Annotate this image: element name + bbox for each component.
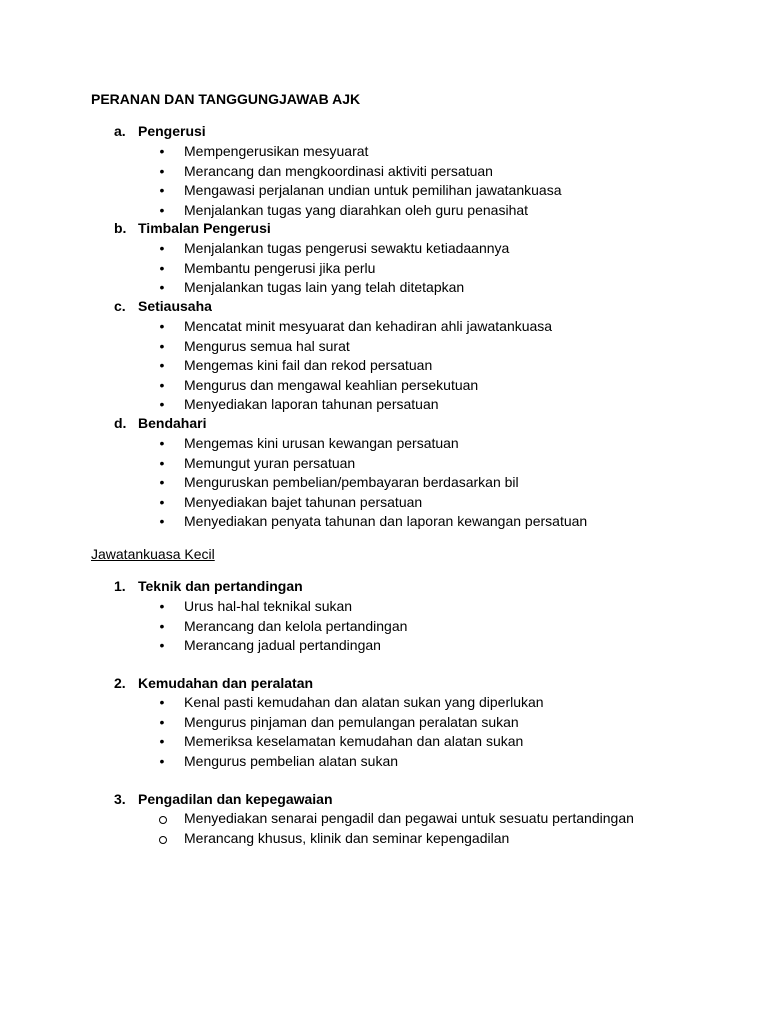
section-marker: 3.	[114, 791, 126, 807]
section-marker: 2.	[114, 675, 126, 691]
bullet-icon: •	[159, 454, 165, 471]
bullet-icon: •	[159, 617, 165, 634]
bullet-icon: •	[159, 474, 165, 491]
bullet-icon: •	[159, 201, 165, 218]
bullet-icon: •	[159, 337, 165, 354]
section-title: Kemudahan dan peralatan	[138, 675, 314, 691]
bullet-icon: •	[159, 357, 165, 374]
hollow-bullet-icon	[159, 816, 167, 824]
bullet-icon: •	[159, 694, 165, 710]
section-title: Bendahari	[138, 415, 207, 431]
document-title: PERANAN DAN TANGGUNGJAWAB AJK	[91, 91, 361, 107]
bullet-icon: •	[159, 162, 165, 179]
section-title: Teknik dan pertandingan	[138, 578, 303, 594]
bullet-icon: •	[159, 493, 165, 510]
subcommittee-heading: Jawatankuasa Kecil	[91, 546, 215, 562]
section-marker: a.	[114, 123, 126, 139]
bullet-icon: •	[159, 733, 165, 750]
bullet-icon: •	[159, 376, 165, 393]
section-title: Pengadilan dan kepegawaian	[138, 791, 333, 807]
hollow-bullet-icon	[159, 836, 167, 844]
bullet-icon: •	[159, 598, 165, 614]
section-marker: b.	[114, 220, 127, 236]
bullet-icon: •	[159, 240, 165, 256]
bullet-icon: •	[159, 513, 165, 530]
bullet-icon: •	[159, 752, 165, 769]
bullet-icon: •	[159, 396, 165, 413]
section-marker: 1.	[114, 578, 126, 594]
bullet-icon: •	[159, 637, 165, 654]
bullet-icon: •	[159, 143, 165, 159]
bullet-icon: •	[159, 182, 165, 199]
section-title: Setiausaha	[138, 298, 212, 314]
section-marker: d.	[114, 415, 127, 431]
bullet-icon: •	[159, 259, 165, 276]
bullet-icon: •	[159, 713, 165, 730]
document-page: PERANAN DAN TANGGUNGJAWAB AJK a. Pengerusi • Mempengerusikan mesyuarat • Merancang dan mengkoordinasi aktiviti persatuan • Mengawasi perjalanan undian untuk pemilihan jawatankuasa • Menjalankan tugas yang diarahkan oleh guru penasihat b. Timbalan Pengerusi • Menjalankan tugas pengerusi sewaktu ketiadaannya • Membantu pengerusi jika perlu • Menjalankan tugas lain yang telah ditetapkan c. Setiausaha • Mencatat minit mesyuarat dan kehadiran ahli jawatankuasa • Mengurus semua hal surat • Mengemas kini fail dan rekod persatuan • Mengurus dan mengawal keahlian persekutuan • Menyediakan laporan tahunan persatuan d. Bendahari • Mengemas kini urusan kewangan persatuan • Memungut yuran persatuan • Menguruskan pembelian/pembayaran berdasarkan bil • Menyediakan bajet tahunan persatuan • Menyediakan penyata tahunan dan laporan kewangan persatuan Jawatankuasa Kecil 1. Teknik dan pertandingan • Urus hal-hal teknikal sukan • Merancang dan kelola pertandingan • Merancang jadual pertandingan 2. Kemudahan dan peralatan • Kenal pasti kemudahan dan alatan sukan yang diperlukan • Mengurus pinjaman dan pemulangan peralatan sukan • Memeriksa keselamatan kemudahan dan alatan sukan • Mengurus pembelian alatan sukan 3. Pengadilan dan kepegawaian Menyediakan senarai pengadil dan pegawai untuk sesuatu pertandingan Merancang khusus, klinik dan seminar kepengadilan	[91, 91, 634, 846]
bullet-icon: •	[159, 279, 165, 296]
section-title: Pengerusi	[138, 123, 206, 139]
section-marker: c.	[114, 298, 126, 314]
bullet-icon: •	[159, 435, 165, 451]
bullet-icon: •	[159, 318, 165, 334]
section-title: Timbalan Pengerusi	[138, 220, 271, 236]
